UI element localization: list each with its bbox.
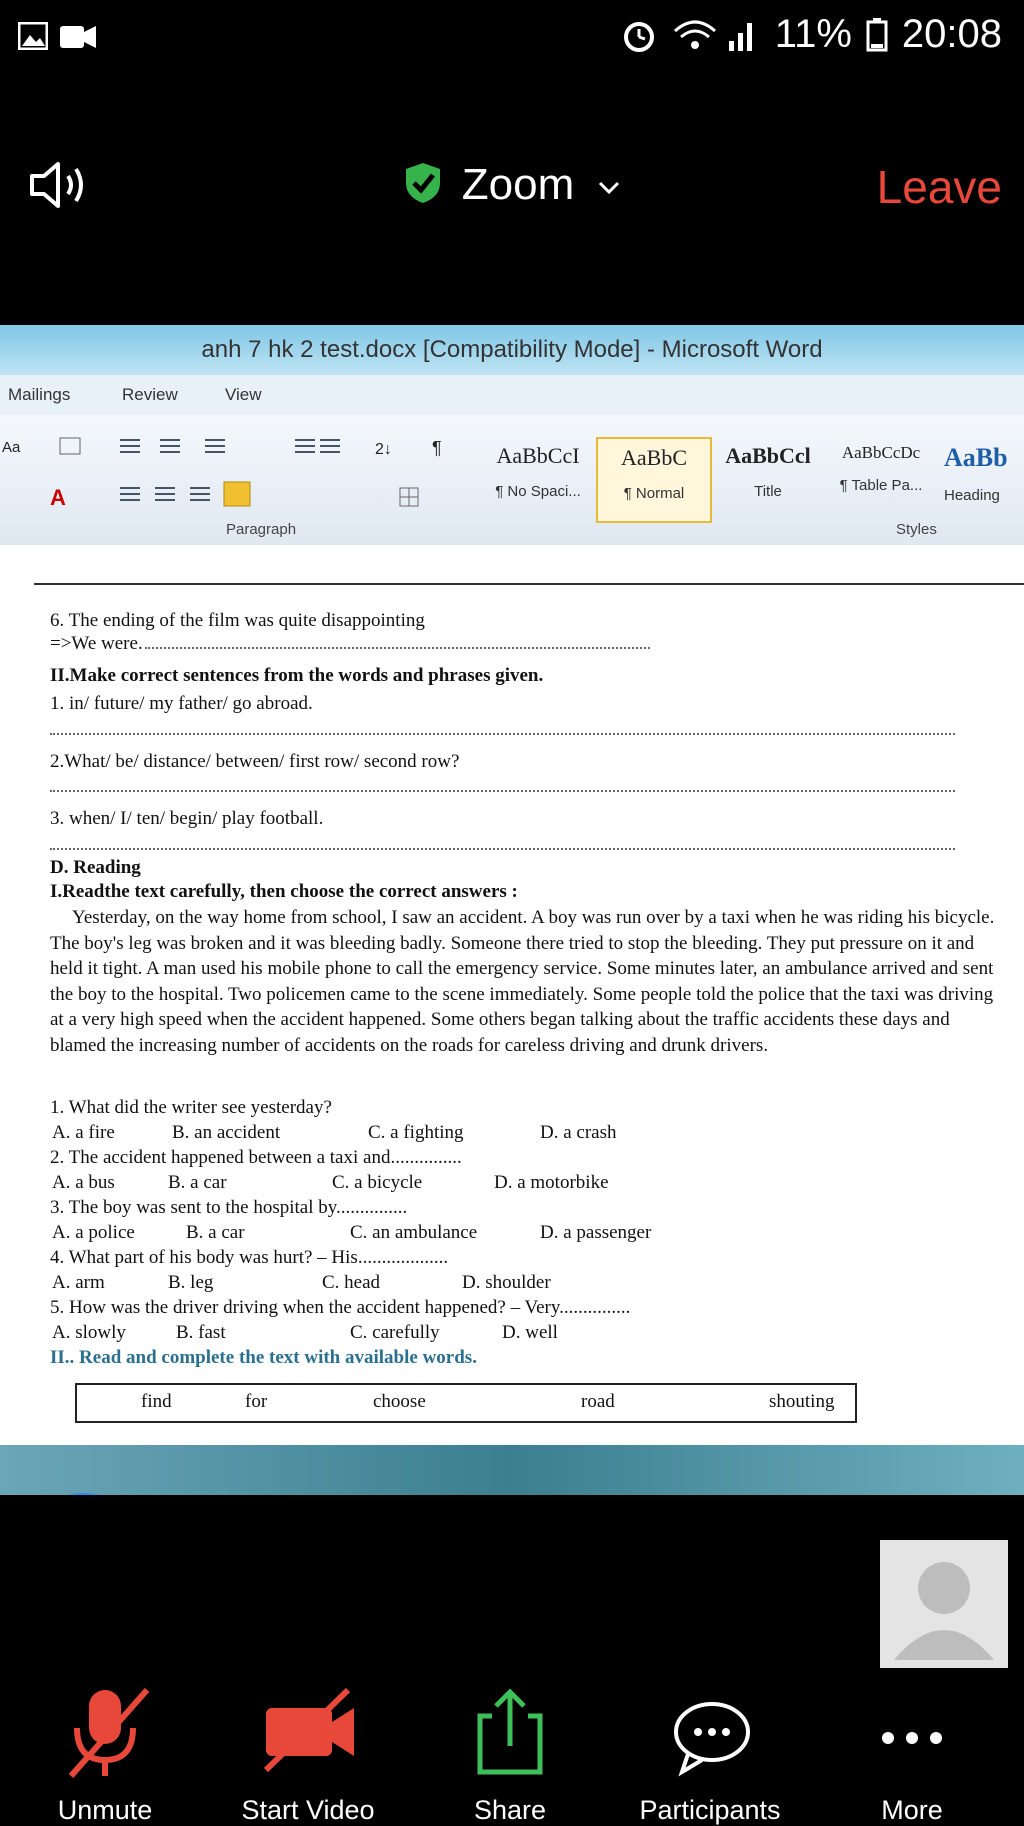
option: D. a crash: [540, 1122, 617, 1143]
blank-line: [50, 790, 955, 792]
more-label: More: [881, 1795, 943, 1825]
style-name: ¶ Normal: [623, 485, 685, 502]
more-button[interactable]: [812, 1680, 1012, 1825]
word-box: [75, 1383, 857, 1423]
answer-prefix: =>We were.: [50, 633, 143, 654]
sentence-2: 2.What/ be/ distance/ between/ first row/ second row?: [50, 751, 460, 772]
participants-button[interactable]: [610, 1680, 810, 1825]
video-recorder-icon: [60, 26, 96, 48]
style-preview: AaBbCcl: [725, 443, 811, 468]
question: 5. How was the driver driving when the accident happened? – Very...............: [50, 1297, 631, 1318]
battery-icon: [866, 18, 888, 52]
option: C. an ambulance: [350, 1222, 478, 1243]
style-preview: AaBbC: [621, 445, 687, 470]
tab-view[interactable]: View: [225, 385, 262, 404]
avatar-icon: [880, 1540, 1008, 1668]
option: B. a car: [186, 1222, 245, 1243]
status-bar: [0, 0, 1024, 72]
word-box-item: shouting: [769, 1391, 835, 1412]
word-box-item: for: [245, 1391, 268, 1412]
leave-button[interactable]: Leave: [876, 161, 1002, 213]
zoom-title-text: Zoom: [461, 160, 575, 209]
svg-text:Aa: Aa: [2, 439, 21, 456]
blank-line: [50, 733, 955, 735]
chat-bubble-icon: [610, 1680, 810, 1780]
option: A. arm: [52, 1272, 105, 1293]
option: D. a motorbike: [494, 1172, 609, 1193]
section-2-title: II.Make correct sentences from the words and phrases given.: [50, 665, 544, 686]
video-area: [0, 1495, 1024, 1645]
paragraph-tools[interactable]: [0, 430, 470, 525]
participants-label: Participants: [639, 1795, 781, 1825]
style-heading[interactable]: [944, 437, 1024, 519]
style-title[interactable]: [712, 437, 824, 519]
style-preview: AaBbCcI: [496, 443, 580, 468]
muted-mic-icon: [5, 1680, 205, 1780]
question: 3. The boy was sent to the hospital by...............: [50, 1197, 408, 1218]
option: A. a police: [52, 1222, 135, 1243]
share-button[interactable]: [410, 1680, 610, 1825]
style-name: ¶ Table Pa...: [839, 477, 923, 494]
style-preview: AaBb: [944, 443, 1008, 472]
alarm-icon: [621, 17, 657, 53]
ribbon: [0, 415, 1024, 546]
gallery-icon: [18, 22, 48, 50]
option: D. well: [502, 1322, 558, 1343]
answer-blank: [145, 647, 650, 649]
option: C. head: [322, 1272, 381, 1293]
clock-time: 20:08: [901, 12, 1002, 56]
video-off-icon: [208, 1680, 408, 1780]
svg-text:2↓: 2↓: [375, 441, 392, 458]
unmute-button[interactable]: [5, 1680, 205, 1825]
blank-line: [50, 848, 955, 850]
style-normal[interactable]: [596, 437, 712, 523]
wifi-signal-icon: [671, 17, 761, 53]
svg-text:¶: ¶: [432, 438, 442, 458]
option: C. a fighting: [368, 1122, 464, 1143]
svg-text:A: A: [50, 485, 66, 510]
option: D. a passenger: [540, 1222, 652, 1243]
sentence-1: 1. in/ future/ my father/ go abroad.: [50, 693, 313, 714]
reading-title: D. Reading: [50, 857, 141, 878]
option: A. a bus: [52, 1172, 115, 1193]
word-title-bar: anh 7 hk 2 test.docx [Compatibility Mode] - Microsoft Word: [0, 325, 1024, 375]
tab-review[interactable]: Review: [122, 385, 178, 404]
word-box-item: find: [141, 1391, 172, 1412]
styles-group-label: Styles: [896, 521, 937, 538]
shared-screen: [0, 325, 1024, 1495]
battery-percent: 11%: [774, 12, 852, 56]
question: 1. What did the writer see yesterday?: [50, 1097, 332, 1118]
option: B. a car: [168, 1172, 227, 1193]
option: A. slowly: [52, 1322, 126, 1343]
meeting-title[interactable]: [0, 160, 1024, 210]
style-table-paragraph[interactable]: [825, 437, 937, 519]
more-dots-icon: [812, 1680, 1012, 1780]
option: A. a fire: [52, 1122, 115, 1143]
chevron-down-icon: [598, 181, 620, 195]
ribbon-tabs: [0, 375, 1024, 415]
zoom-header: [0, 120, 1024, 230]
style-name: ¶ No Spaci...: [495, 483, 581, 500]
option: B. fast: [176, 1322, 226, 1343]
reading-passage: Yesterday, on the way home from school, I saw an accident. A boy was run over by a taxi when he was riding his bicycle. The boy's leg was broken and it was bleeding badly. Someone there tried to stop the bleeding. They put pressure on it and held it tight. A man used his mobile phone to call the emergency service. Some minutes later, an ambulance arrived and sent the boy to the hospital. Two policemen came to the scene immediately. Some people told the police that the taxi was driving at a very high speed when the accident happened. Some others began talking about the traffic accidents these days and blamed the increasing number of accidents on the roads for careless driving and drunk drivers.: [50, 907, 995, 1056]
question-6: 6. The ending of the film was quite disappointing: [50, 610, 425, 631]
self-video-thumbnail[interactable]: [880, 1540, 1008, 1668]
question: 4. What part of his body was hurt? – His...................: [50, 1247, 449, 1268]
option: C. a bicycle: [332, 1172, 423, 1193]
option: B. an accident: [172, 1122, 281, 1143]
tab-mailings[interactable]: Mailings: [8, 385, 71, 404]
option: D. shoulder: [462, 1272, 551, 1293]
style-name: Heading: [944, 487, 1000, 504]
share-label: Share: [473, 1795, 547, 1825]
unmute-label: Unmute: [57, 1795, 153, 1825]
paragraph-group-label: Paragraph: [226, 521, 297, 538]
start-video-label: Start Video: [241, 1795, 375, 1825]
document-page[interactable]: [0, 545, 1024, 1495]
word-box-item: choose: [373, 1391, 426, 1412]
reading-instruction: I.Readthe text carefully, then choose the correct answers :: [50, 881, 518, 902]
option: B. leg: [168, 1272, 214, 1293]
share-icon: [410, 1680, 610, 1780]
style-preview: AaBbCcDc: [841, 443, 921, 462]
desktop-background: [0, 1445, 1024, 1495]
meeting-toolbar: [0, 1680, 1024, 1825]
style-name: Title: [754, 483, 782, 500]
question-6-answer: [50, 633, 650, 655]
shield-check-icon: [404, 161, 442, 205]
header-rule: [34, 583, 1024, 585]
start-video-button[interactable]: [208, 1680, 408, 1825]
word-box-item: road: [581, 1391, 615, 1412]
section-3-title: II.. Read and complete the text with available words.: [50, 1347, 477, 1368]
style-no-spacing[interactable]: [482, 437, 594, 519]
status-right: [621, 12, 1002, 57]
question: 2. The accident happened between a taxi and...............: [50, 1147, 462, 1168]
sentence-3: 3. when/ I/ ten/ begin/ play football.: [50, 808, 324, 829]
option: C. carefully: [350, 1322, 440, 1343]
